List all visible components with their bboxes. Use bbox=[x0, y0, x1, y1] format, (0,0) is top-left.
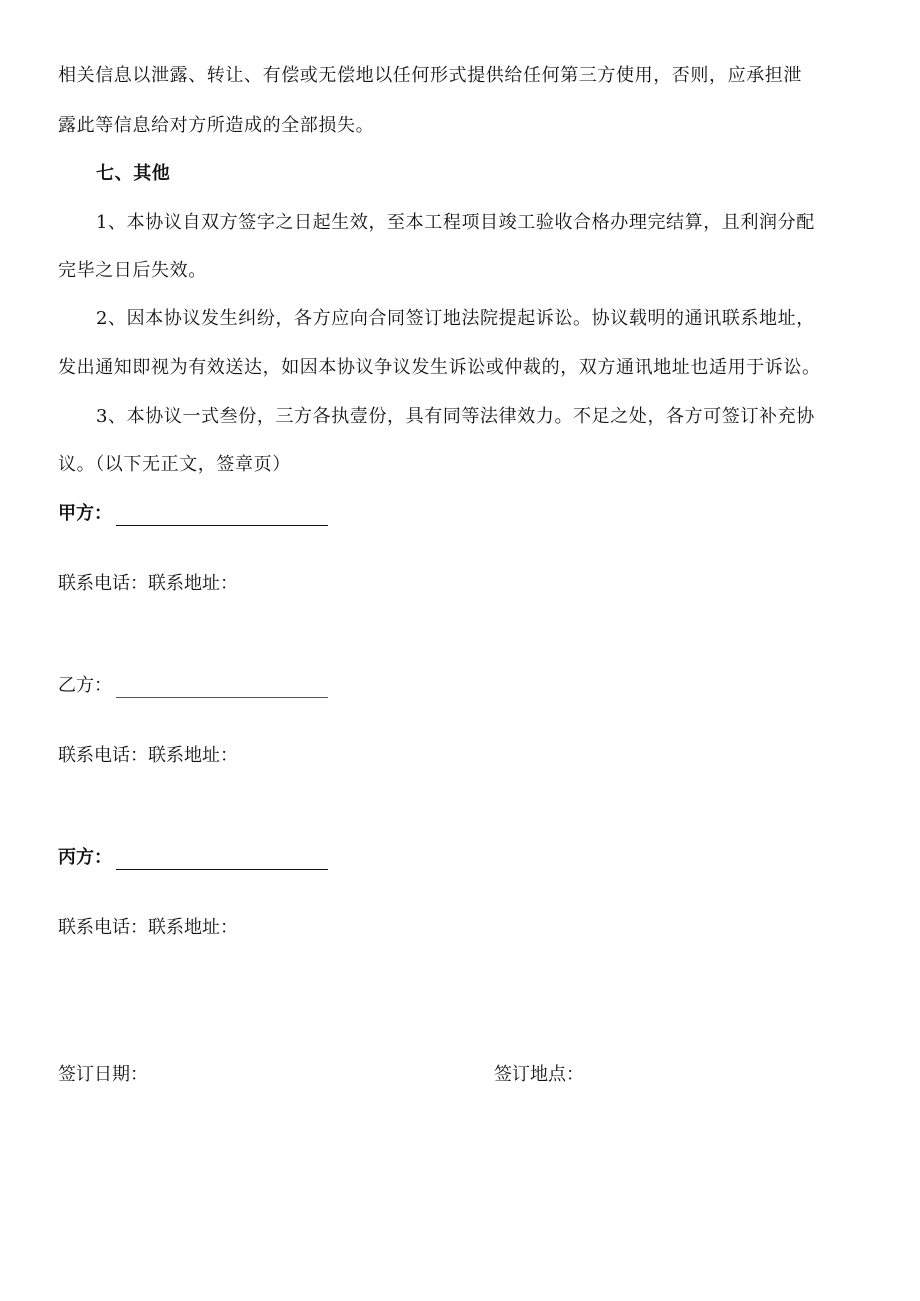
clause-3-line-1: 3、本协议一式叁份，三方各执壹份，具有同等法律效力。不足之处，各方可签订补充协 bbox=[96, 406, 815, 427]
party-b-signature-line bbox=[116, 679, 328, 698]
party-a-label: 甲方： bbox=[58, 503, 112, 524]
party-a-signature-row bbox=[58, 502, 328, 526]
clause-3-line-2: 议。（以下无正文，签章页） bbox=[58, 454, 291, 475]
party-c-contact: 联系电话：联系地址： bbox=[58, 917, 238, 938]
confidential-paragraph-line-1: 相关信息以泄露、转让、有偿或无偿地以任何形式提供给任何第三方使用，否则，应承担泄 bbox=[58, 65, 802, 86]
party-a-contact: 联系电话：联系地址： bbox=[58, 573, 238, 594]
clause-2-line-2: 发出通知即视为有效送达，如因本协议争议发生诉讼或仲裁的，双方通讯地址也适用于诉讼。 bbox=[58, 357, 821, 378]
party-c-signature-row bbox=[58, 846, 328, 870]
clause-2-line-1: 2、因本协议发生纠纷，各方应向合同签订地法院提起诉讼。协议载明的通讯联系地址， bbox=[96, 308, 815, 329]
section-7-title: 七、其他 bbox=[96, 163, 171, 184]
sign-date-label: 签订日期： bbox=[58, 1064, 148, 1085]
clause-1-line-1: 1、本协议自双方签字之日起生效，至本工程项目竣工验收合格办理完结算，且利润分配 bbox=[96, 212, 815, 233]
party-b-label: 乙方： bbox=[58, 675, 112, 696]
party-b-contact: 联系电话：联系地址： bbox=[58, 745, 238, 766]
confidential-paragraph-line-2: 露此等信息给对方所造成的全部损失。 bbox=[58, 115, 375, 136]
party-b-signature-row bbox=[58, 674, 328, 698]
party-c-label: 丙方： bbox=[58, 847, 112, 868]
sign-place-label: 签订地点： bbox=[494, 1064, 584, 1085]
party-a-signature-line bbox=[116, 507, 328, 526]
party-c-signature-line bbox=[116, 851, 328, 870]
clause-1-line-2: 完毕之日后失效。 bbox=[58, 260, 207, 281]
